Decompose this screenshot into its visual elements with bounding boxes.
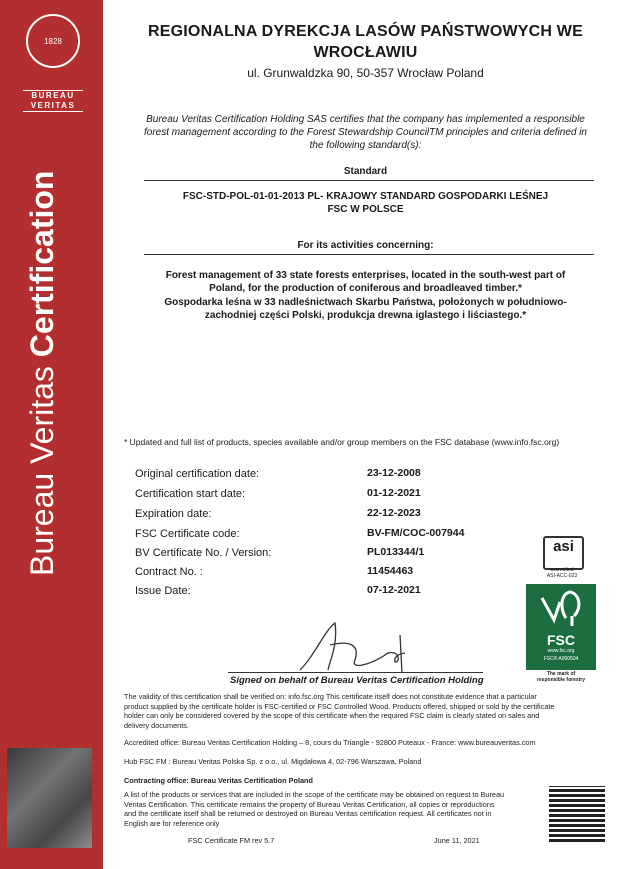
fsc-site: www.fsc.org xyxy=(547,648,575,654)
detail-label: Issue Date: xyxy=(135,585,191,597)
intro-line: Bureau Veritas Certification Holding SAS certifies that the company has implemented a responsible xyxy=(146,114,585,125)
activities-line: Gospodarka leśna w 33 nadleśnictwach Skarbu Państwa, położonych w południowo- xyxy=(164,297,567,308)
validity-line: The validity of this certification shall be verified on: info.fsc.org This certificate itself does not constitute evidence that a particular xyxy=(124,692,537,701)
intro-line: forest management according to the Forest Stewardship CouncilTM principles and criteria defined in xyxy=(144,127,587,138)
company-address: ul. Grunwaldzka 90, 50-357 Wrocław Poland xyxy=(247,66,484,80)
standard-heading: Standard xyxy=(343,166,388,177)
signature-caption: Signed on behalf of Bureau Veritas Certification Holding xyxy=(230,675,484,686)
detail-label: Original certification date: xyxy=(135,468,260,480)
validity-text xyxy=(124,692,604,730)
footnote: * Updated and full list of products, species available and/or group members on the FSC database (www.info.fsc.org) xyxy=(124,437,560,447)
hub-office: Hub FSC FM : Bureau Veritas Polska Sp. z o.o., ul. Migdałowa 4, 02-796 Warszawa, Poland xyxy=(124,757,422,766)
activities-line: Poland, for the production of coniferous and broadleaved timber.* xyxy=(209,283,522,294)
vertical-brand-text xyxy=(24,171,61,576)
fsc-text: FSC xyxy=(547,632,575,648)
vertical-regular: Bureau Veritas xyxy=(24,357,60,576)
asi-logo-text: asi xyxy=(553,538,574,555)
detail-value: 11454463 xyxy=(367,565,414,577)
list-line: Veritas Certification. This certificate remains the property of Bureau Veritas Certification, all copies or reproductions xyxy=(124,799,495,809)
activities-heading: For its activities concerning: xyxy=(297,240,434,251)
detail-value: 07-12-2021 xyxy=(367,584,421,596)
asi-caption xyxy=(540,567,584,579)
activities-line: Forest management of 33 state forests enterprises, located in the south-west part of xyxy=(165,270,566,281)
signature-line xyxy=(228,672,483,673)
seal-year: 1828 xyxy=(44,36,62,46)
fsc-code: FSC® A000504 xyxy=(543,656,579,662)
standard-line: FSC-STD-POL-01-01-2013 PL- KRAJOWY STANDARD GOSPODARKI LEŚNEJ xyxy=(182,191,549,202)
detail-label: BV Certificate No. / Version: xyxy=(135,547,272,559)
validity-line: holder can only be considered covered by the scope of this certificate when the required FSC claim is clearly stated on sales and xyxy=(124,711,540,720)
detail-value: PL013344/1 xyxy=(367,546,425,558)
list-line: English are for reference only xyxy=(124,818,220,828)
handwritten-signature xyxy=(290,615,430,675)
validity-line: product supplied by the certificate holder is FSC-certified or FSC Controlled Wood. Products offered, shipped or sold by the certificate xyxy=(124,701,555,711)
intro-line: the following standard(s): xyxy=(309,140,422,151)
fsc-logo xyxy=(526,584,596,670)
detail-label: FSC Certificate code: xyxy=(135,528,240,540)
standard-line: FSC W POLSCE xyxy=(327,204,404,215)
validity-line: delivery documents. xyxy=(124,720,189,730)
bureau-veritas-logo xyxy=(23,14,83,112)
detail-value: 01-12-2021 xyxy=(367,487,421,499)
list-text xyxy=(124,790,544,828)
form-reference: FSC Certificate FM rev 5.7 xyxy=(188,836,275,845)
accredited-office: Accredited office: Bureau Veritas Certification Holding – 8, cours du Triangle - 92800 Puteaux - France: www.bureauveritas.com xyxy=(124,738,536,747)
asi-sub2: ASI-ACC-023 xyxy=(546,573,578,579)
divider xyxy=(144,254,594,255)
detail-label: Certification start date: xyxy=(135,488,246,500)
list-line: and the certificate itself shall be returned or destroyed on Bureau Veritas certification request. All certificates not in xyxy=(124,809,492,818)
asi-logo xyxy=(543,536,584,570)
hologram-image xyxy=(7,748,92,848)
qr-code xyxy=(549,786,605,842)
form-date: June 11, 2021 xyxy=(434,836,480,845)
fsc-caption xyxy=(520,671,602,683)
fsc-tree-icon xyxy=(538,588,584,628)
list-line: A list of the products or services that are included in the scope of the certificate may be obtained on request to Bureau xyxy=(124,790,505,799)
detail-label: Contract No. : xyxy=(135,566,203,578)
detail-value: 23-12-2008 xyxy=(367,467,421,479)
bv-seal-icon xyxy=(26,14,80,68)
bv-brand-line: BUREAU VERITAS xyxy=(23,90,83,112)
divider xyxy=(144,180,594,181)
detail-label: Expiration date: xyxy=(135,508,212,520)
asi-sub1: accredited xyxy=(550,567,574,573)
activities-line: zachodniej części Polski, produkcja drewna iglastego i liściastego.* xyxy=(204,310,527,321)
contracting-office: Contracting office: Bureau Veritas Certification Poland xyxy=(124,776,313,785)
fsc-caption-1: The mark of xyxy=(546,671,576,677)
detail-value: BV-FM/COC-007944 xyxy=(367,527,465,539)
sidebar xyxy=(0,0,103,869)
company-name-line1: REGIONALNA DYREKCJA LASÓW PAŃSTWOWYCH WE xyxy=(148,23,583,40)
detail-value: 22-12-2023 xyxy=(367,507,421,519)
fsc-caption-2: responsible forestry xyxy=(536,677,586,683)
company-name-line2: WROCŁAWIU xyxy=(313,44,418,61)
vertical-bold: Certification xyxy=(24,170,60,358)
